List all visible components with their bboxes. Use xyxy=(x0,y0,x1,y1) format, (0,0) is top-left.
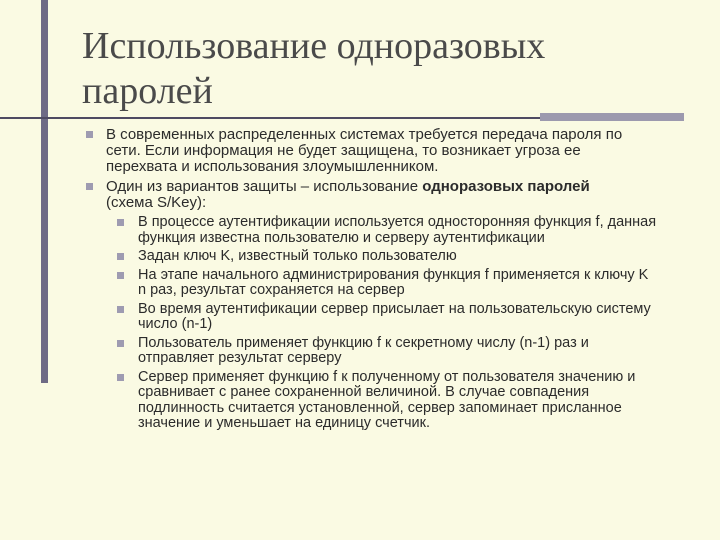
sub-bullet-text: значение и уменьшает на единицу счетчик. xyxy=(138,415,430,431)
sub-bullet-text: Задан ключ K, известный только пользователю xyxy=(138,248,457,264)
slide-title xyxy=(82,24,545,114)
left-accent-bar xyxy=(41,0,48,383)
sub-bullet-text: подлинность считается установленной, сервер запоминает присланное xyxy=(138,399,622,416)
sub-bullet-text: число (n-1) xyxy=(138,316,213,332)
square-bullet-icon xyxy=(117,340,124,347)
sub-bullet-text: В процессе аутентификации используется односторонняя функция f, данная xyxy=(138,214,657,230)
bullet-item-text-bold: одноразовых паролей xyxy=(422,178,590,195)
bullet-item-text: (схема S/Key): xyxy=(106,194,207,211)
square-bullet-icon xyxy=(117,219,124,226)
square-bullet-icon xyxy=(117,306,124,313)
bullet-item-text-prefix: Один из вариантов защиты – использование xyxy=(106,178,423,195)
square-bullet-icon xyxy=(117,253,124,260)
bullet-item-2 xyxy=(85,179,690,211)
sub-bullet-text: отправляет результат серверу xyxy=(138,350,342,366)
bullet-item-text: В современных распределенных системах требуется передача пароля по xyxy=(106,126,623,143)
sub-bullet-item-6 xyxy=(85,370,690,432)
bullet-item-1 xyxy=(85,127,690,175)
sub-bullet-text: Пользователь применяет функцию f к секретному числу (n-1) раз и xyxy=(138,334,589,351)
sub-bullet-item-2 xyxy=(85,249,690,265)
title-line-2: паролей xyxy=(82,70,213,112)
sub-bullet-text: функция известна пользователю и серверу аутентификации xyxy=(138,229,545,246)
square-bullet-icon xyxy=(117,272,124,279)
square-bullet-icon xyxy=(86,183,93,190)
title-divider-accent xyxy=(540,113,684,121)
sub-bullet-item-5 xyxy=(85,336,690,367)
sub-bullet-item-1 xyxy=(85,215,690,246)
sub-bullet-text: n раз, результат сохраняется на сервер xyxy=(138,282,405,298)
sub-bullet-item-4 xyxy=(85,302,690,333)
title-divider-line xyxy=(0,117,540,119)
bullet-item-text xyxy=(106,179,690,195)
sub-bullet-text: Во время аутентификации сервер присылает на пользовательскую систему xyxy=(138,300,651,317)
bullet-item-text: перехвата и использования злоумышленником. xyxy=(106,158,439,175)
square-bullet-icon xyxy=(86,131,93,138)
sub-bullet-text: На этапе начального администрирования функция f применяется к ключу K xyxy=(138,266,649,283)
slide-body xyxy=(85,124,690,435)
sub-bullet-text: сравнивает с ранее сохраненной величиной. В случае совпадения xyxy=(138,384,590,400)
sub-bullet-text: Сервер применяет функцию f к полученному от пользователя значению и xyxy=(138,368,636,385)
sub-bullet-item-3 xyxy=(85,268,690,299)
bullet-item-text: сети. Если информация не будет защищена, то возникает угроза ее xyxy=(106,142,581,159)
title-line-1: Использование одноразовых xyxy=(82,25,546,67)
square-bullet-icon xyxy=(117,374,124,381)
